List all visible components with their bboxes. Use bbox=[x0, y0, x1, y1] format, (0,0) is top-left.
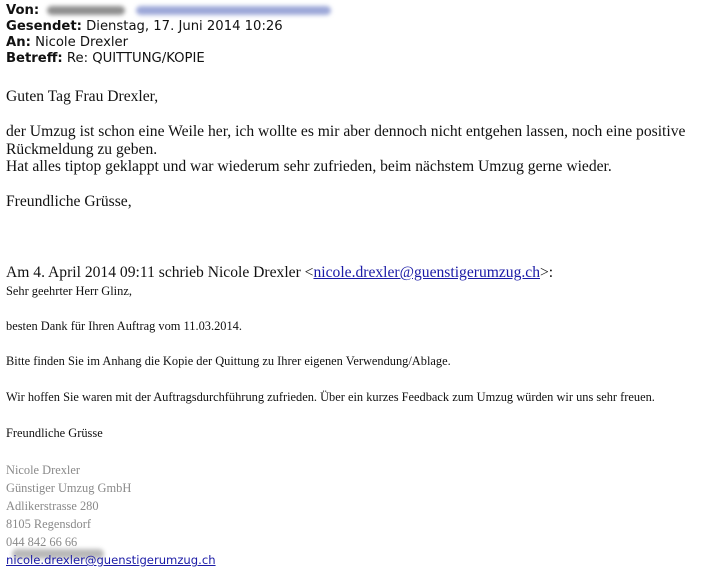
subject-row bbox=[6, 51, 331, 67]
quoted-closing: Freundliche Grüsse bbox=[6, 426, 103, 440]
subject-value: Re: QUITTUNG/KOPIE bbox=[66, 51, 205, 66]
quoted-line-2: Bitte finden Sie im Anhang die Kopie der Quittung zu Ihrer eigenen Verwendung/Ablage. bbox=[6, 354, 451, 368]
signature-block bbox=[6, 461, 216, 569]
signature-name: Nicole Drexler bbox=[6, 463, 80, 477]
signature-email-link[interactable]: nicole.drexler@guenstigerumzug.ch bbox=[6, 553, 216, 567]
subject-label: Betreff: bbox=[6, 51, 63, 66]
to-row bbox=[6, 35, 331, 51]
sent-label: Gesendet: bbox=[6, 19, 82, 34]
redacted-sender-name bbox=[47, 6, 125, 15]
signature-phone: 044 842 66 66 bbox=[6, 535, 78, 549]
email-header bbox=[6, 3, 331, 67]
sent-row bbox=[6, 19, 331, 35]
quote-intro bbox=[6, 264, 553, 282]
reply-body bbox=[6, 88, 711, 211]
quote-intro-suffix: >: bbox=[540, 264, 554, 281]
from-row bbox=[6, 3, 331, 19]
reply-greeting: Guten Tag Frau Drexler, bbox=[6, 88, 159, 105]
quoted-line-3: Wir hoffen Sie waren mit der Auftragsdurchführung zufrieden. Über ein kurzes Feedback zum Umzug würden wir uns sehr freuen. bbox=[6, 390, 655, 404]
from-label: Von: bbox=[6, 3, 40, 18]
quote-intro-prefix: Am 4. April 2014 09:11 schrieb Nicole Drexler < bbox=[6, 264, 314, 281]
quoted-salutation: Sehr geehrter Herr Glinz, bbox=[6, 284, 132, 298]
signature-city: 8105 Regensdorf bbox=[6, 517, 91, 531]
redacted-sender-email bbox=[136, 6, 331, 15]
reply-closing: Freundliche Grüsse, bbox=[6, 193, 132, 210]
signature-company: Günstiger Umzug GmbH bbox=[6, 481, 132, 495]
sent-value: Dienstag, 17. Juni 2014 10:26 bbox=[86, 19, 283, 34]
to-label: An: bbox=[6, 35, 31, 50]
reply-paragraph-2: Hat alles tiptop geklappt und war wiederum sehr zufrieden, beim nächstem Umzug gerne wieder. bbox=[6, 158, 612, 175]
reply-paragraph-1: der Umzug ist schon eine Weile her, ich wollte es mir aber dennoch nicht entgehen lassen, noch eine positive Rückmeldung zu geben. bbox=[6, 123, 686, 158]
quote-intro-email-link[interactable]: nicole.drexler@guenstigerumzug.ch bbox=[313, 264, 540, 281]
quoted-line-1: besten Dank für Ihren Auftrag vom 11.03.2014. bbox=[6, 319, 242, 333]
signature-street: Adlikerstrasse 280 bbox=[6, 499, 99, 513]
to-value: Nicole Drexler bbox=[35, 35, 129, 50]
